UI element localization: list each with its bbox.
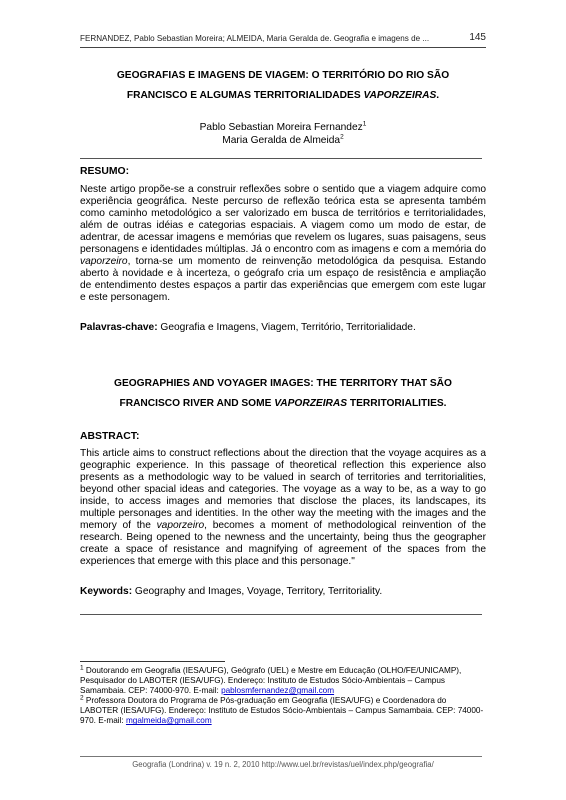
footnote-2-mark: 2 bbox=[80, 694, 84, 702]
divider-top bbox=[80, 158, 482, 159]
footnote-1-email-link[interactable]: pablosmfernandez@gmail.com bbox=[221, 686, 335, 696]
page-number: 145 bbox=[469, 32, 486, 43]
keywords-label: Keywords: bbox=[80, 586, 133, 597]
footnote-2: $^2$ Professora Doutora do Programa de Pós-graduação em Geografia (IESA/UFG) e Coordenadora do LABOTER (IESA/UFG). Endereço: Instituto de Estudos Sócio-Ambientais – Campus Samambaia. CEP: 74000-970. E-mail: mgalmeida@gmail.com bbox=[80, 694, 484, 726]
keywords-value: Geography and Images, Voyage, Territory, Territoriality. bbox=[132, 586, 383, 597]
title-pt-line2: FRANCISCO E ALGUMAS TERRITORIALIDADES VAPORZEIRAS. bbox=[126, 90, 440, 101]
palavras-chave-label: Palavras-chave: bbox=[80, 322, 158, 333]
palavras-chave bbox=[80, 322, 486, 333]
author-2-note-mark: 2 bbox=[340, 133, 344, 141]
abstract-heading: ABSTRACT: bbox=[80, 431, 140, 442]
title-en-line1: GEOGRAPHIES AND VOYAGER IMAGES: THE TERRITORY THAT SÃO bbox=[114, 378, 452, 389]
author-1: Pablo Sebastian Moreira Fernandez$^1$ bbox=[199, 120, 367, 133]
article-title-en bbox=[80, 374, 486, 414]
footnote-1: $^1$ Doutorando em Geografia (IESA/UFG), Geógrafo (UEL) e Mestre em Educação (OLHO/FE/UNICAMP), Pesquisador do LABOTER (IESA/UFG). Endereço: Instituto de Estudos Sócio-Ambientais – Campus Samambaia. CEP: 74000-970. E-mail: pablosmfernandez@gmail.com bbox=[80, 664, 462, 696]
abstract-text: This article aims to construct reflections about the direction that the voyage acquires as a geographic experience. In this passage of theoretical reflection this experience also presents as a methodologic way to be valued in search of territories and territorialities, beyond other spacial ideas and categories. The voyage as a way to be, as a way to go inside, to access images and memories that disclose the places, its landscapes, its multiple personages and identities. In the other way the meeting with the images and the memory of the vaporzeiro, becomes a moment of methodological reinvention of the research. Being opened to the newness and the uncertainty, being thus the geographer create a space of resistance and magnifying of agreement of the spaces from the experiences that emerge with this place and this personage." bbox=[80, 448, 486, 568]
resumo-heading: RESUMO: bbox=[80, 166, 130, 177]
footnote-separator bbox=[80, 661, 225, 662]
keywords bbox=[80, 586, 486, 597]
running-title: FERNANDEZ, Pablo Sebastian Moreira; ALMEIDA, Maria Geralda de. Geografia e imagens de ... bbox=[80, 34, 430, 43]
footnotes bbox=[80, 666, 486, 727]
title-pt-line1: GEOGRAFIAS E IMAGENS DE VIAGEM: O TERRITÓRIO DO RIO SÃO bbox=[116, 70, 450, 81]
article-title-pt bbox=[80, 66, 486, 106]
author-list bbox=[80, 122, 486, 147]
footnote-2-email-link[interactable]: mgalmeida@gmail.com bbox=[125, 716, 212, 726]
footer-rule bbox=[80, 756, 482, 757]
footnote-1-mark: 1 bbox=[80, 664, 84, 672]
running-header bbox=[80, 33, 486, 48]
page-footer: Geografia (Londrina) v. 19 n. 2, 2010 http://www.uel.br/revistas/uel/index.php/geografia/ bbox=[132, 760, 434, 769]
palavras-chave-value: Geografia e Imagens, Viagem, Território, Territorialidade. bbox=[157, 322, 416, 333]
author-2: Maria Geralda de Almeida$^2$ bbox=[222, 133, 344, 146]
resumo-text: Neste artigo propõe-se a construir reflexões sobre o sentido que a viagem adquire como experiência geográfica. Neste percurso de reflexão teórica esta se apresenta também como caminho metodológico a ser valorizado em busca de territórios e territorialidades, além de outras idéias e categorias espaciais. A viagem como um modo de estar, de adentrar, de acessar imagens e memórias que revelem os lugares, suas paisagens, seus personagens e identidades múltiplas. Já o encontro com as imagens e com a memória do vaporzeiro, torna-se um momento de reinvenção metodológica da pesquisa. Estando aberto à novidade e à incerteza, o geógrafo cria um espaço de resistência e ampliação de entendimento destes espaços a partir das experiências que emergem com este lugar e este personagem. bbox=[80, 184, 486, 304]
divider-bottom bbox=[80, 614, 482, 615]
author-1-note-mark: 1 bbox=[362, 120, 367, 128]
title-en-line2: FRANCISCO RIVER AND SOME VAPORZEIRAS TERRITORIALITIES. bbox=[119, 398, 447, 409]
